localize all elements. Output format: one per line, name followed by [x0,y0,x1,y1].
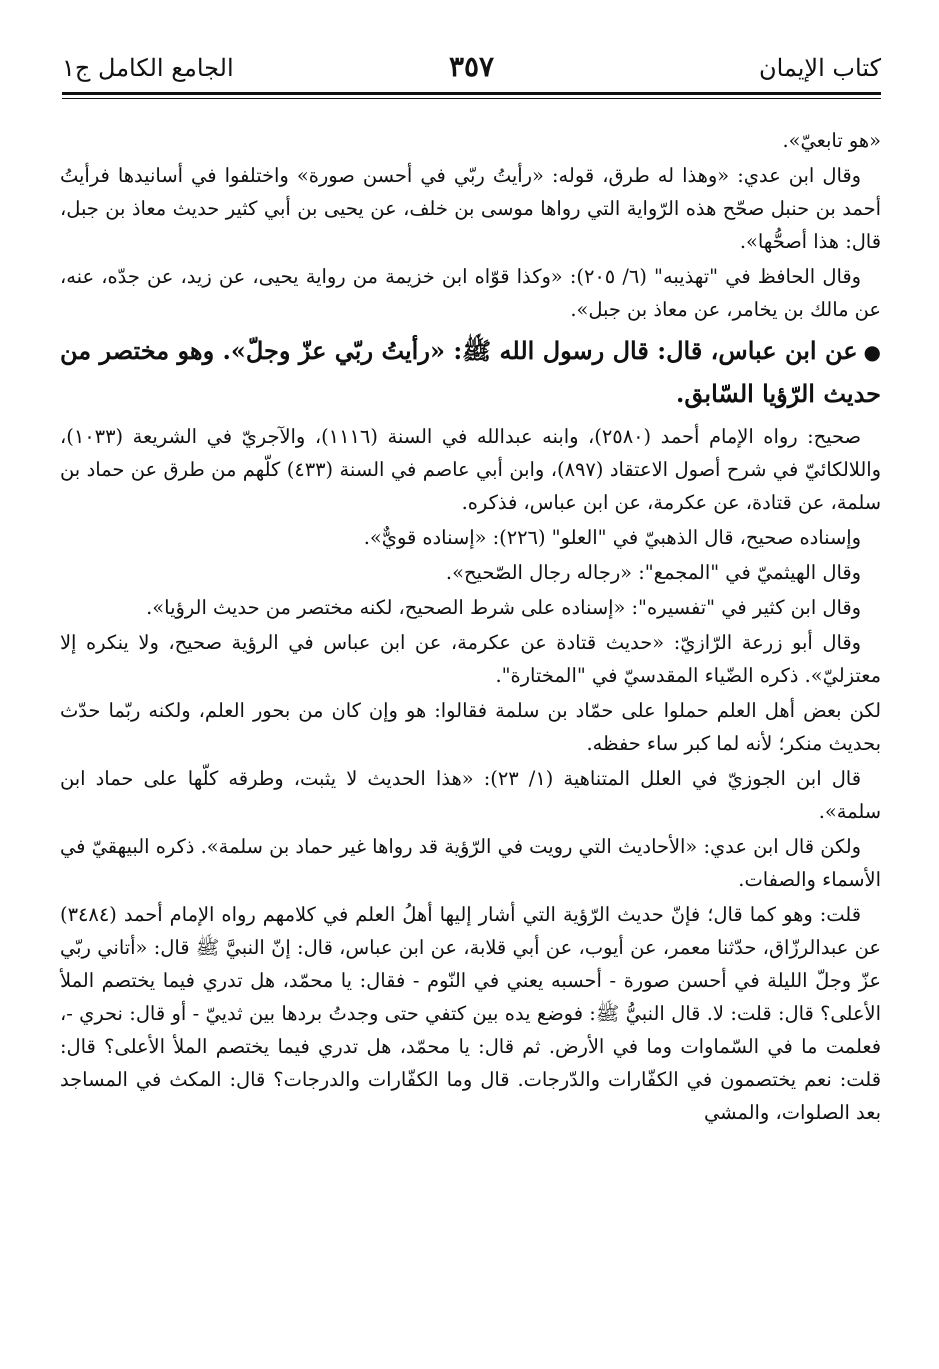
bullet-icon: ● [863,340,881,364]
paragraph-9: وقال أبو زرعة الرّازيّ: «حديث قتادة عن عكرمة، عن ابن عباس في الرؤية صحيح، ولا ينكره إلا معتزليّ». ذكره الضّياء المقدسيّ في "المختارة". [60,631,881,687]
header-rule-thin [62,98,881,99]
paragraph-1: «هو تابعيّ». [782,129,881,152]
paragraph-11: قال ابن الجوزيّ في العلل المتناهية (١/ ٢٣): «هذا الحديث لا يثبت، وطرقه كلّها على حماد ابن سلمة». [60,767,881,823]
hadith-heading [60,330,881,414]
paragraph-10: لكن بعض أهل العلم حملوا على حمّاد بن سلمة فقالوا: هو وإن كان من بحور العلم، ولكنه ربّما حدّث بحديث منكر؛ لأنه لما كبر ساء حفظه. [60,699,881,755]
page-number: ٣٥٧ [448,50,495,83]
paragraph-2: وقال ابن عدي: «وهذا له طرق، قوله: «رأيتُ ربّي في أحسن صورة» واختلفوا في أسانيدها فرأيتُ أحمد بن حنبل صحّح هذه الرّواية التي رواها موسى بن خلف، عن يحيى بن أبي كثير حديث معاذ بن جبل، قال: هذا أصحُّها». [60,164,881,253]
paragraph-12: ولكن قال ابن عدي: «الأحاديث التي رويت في الرّؤية قد رواها غير حماد بن سلمة». ذكره البيهقيّ في الأسماء والصفات. [60,835,881,891]
page-body [60,124,881,1131]
paragraph-13: قلت: وهو كما قال؛ فإنّ حديث الرّؤية التي أشار إليها أهلُ العلم في كلامهم رواه الإمام أحمد (٣٤٨٤) عن عبدالرزّاق، حدّثنا معمر، عن أيوب، عن أبي قلابة، عن ابن عباس، قال: إنّ النبيَّ ﷺ قال: «أتاني ربّي عزّ وجلّ الليلة في أحسن صورة - أحسبه يعني في النّوم - فقال: يا محمّد، هل تدري فيما يختصم الملأ الأعلى؟ قال: قلت: لا. قال النبيُّ ﷺ: فوضع يده بين كتفي حتى وجدتُ بردها بين ثدييّ - أو قال: نحري -، فعلمت ما في السّماوات وما في الأرض. ثم قال: يا محمّد، هل تدري فيما يختصم الملأ الأعلى؟ قال: قلت: نعم يختصمون في الكفّارات والدّرجات. قال وما الكفّارات والدرجات؟ قال: المكث في المساجد بعد الصلوات، والمشي [60,903,881,1124]
page-header [62,48,881,88]
hadith-text: عن ابن عباس، قال: قال رسول الله ﷺ: «رأيتُ ربّي عزّ وجلّ». وهو مختصر من حديث الرّؤيا السّابق. [60,336,881,408]
paragraph-8: وقال ابن كثير في "تفسيره": «إسناده على شرط الصحيح، لكنه مختصر من حديث الرؤيا». [146,596,861,619]
paragraph-6: وإسناده صحيح، قال الذهبيّ في "العلو" (٢٢٦): «إسناده قويٌّ». [363,526,861,549]
series-title: الجامع الكامل ج١ [62,54,234,82]
header-rule-thick [62,92,881,95]
paragraph-3: وقال الحافظ في "تهذيبه" (٦/ ٢٠٥): «وكذا قوّاه ابن خزيمة من رواية يحيى، عن زيد، عن جدّه، عنه، عن مالك بن يخامر، عن معاذ بن جبل». [60,265,881,321]
book-title: كتاب الإيمان [758,54,881,82]
paragraph-5: صحيح: رواه الإمام أحمد (٢٥٨٠)، وابنه عبدالله في السنة (١١١٦)، والآجريّ في الشريعة (١٠٣٣)، واللالكائيّ في شرح أصول الاعتقاد (٨٩٧)، وابن أبي عاصم في السنة (٤٣٣) كلّهم من طرق عن حماد بن سلمة، عن قتادة، عن عكرمة، عن ابن عباس، فذكره. [60,425,881,514]
paragraph-7: وقال الهيثميّ في "المجمع": «رجاله رجال الصّحيح». [445,561,861,584]
